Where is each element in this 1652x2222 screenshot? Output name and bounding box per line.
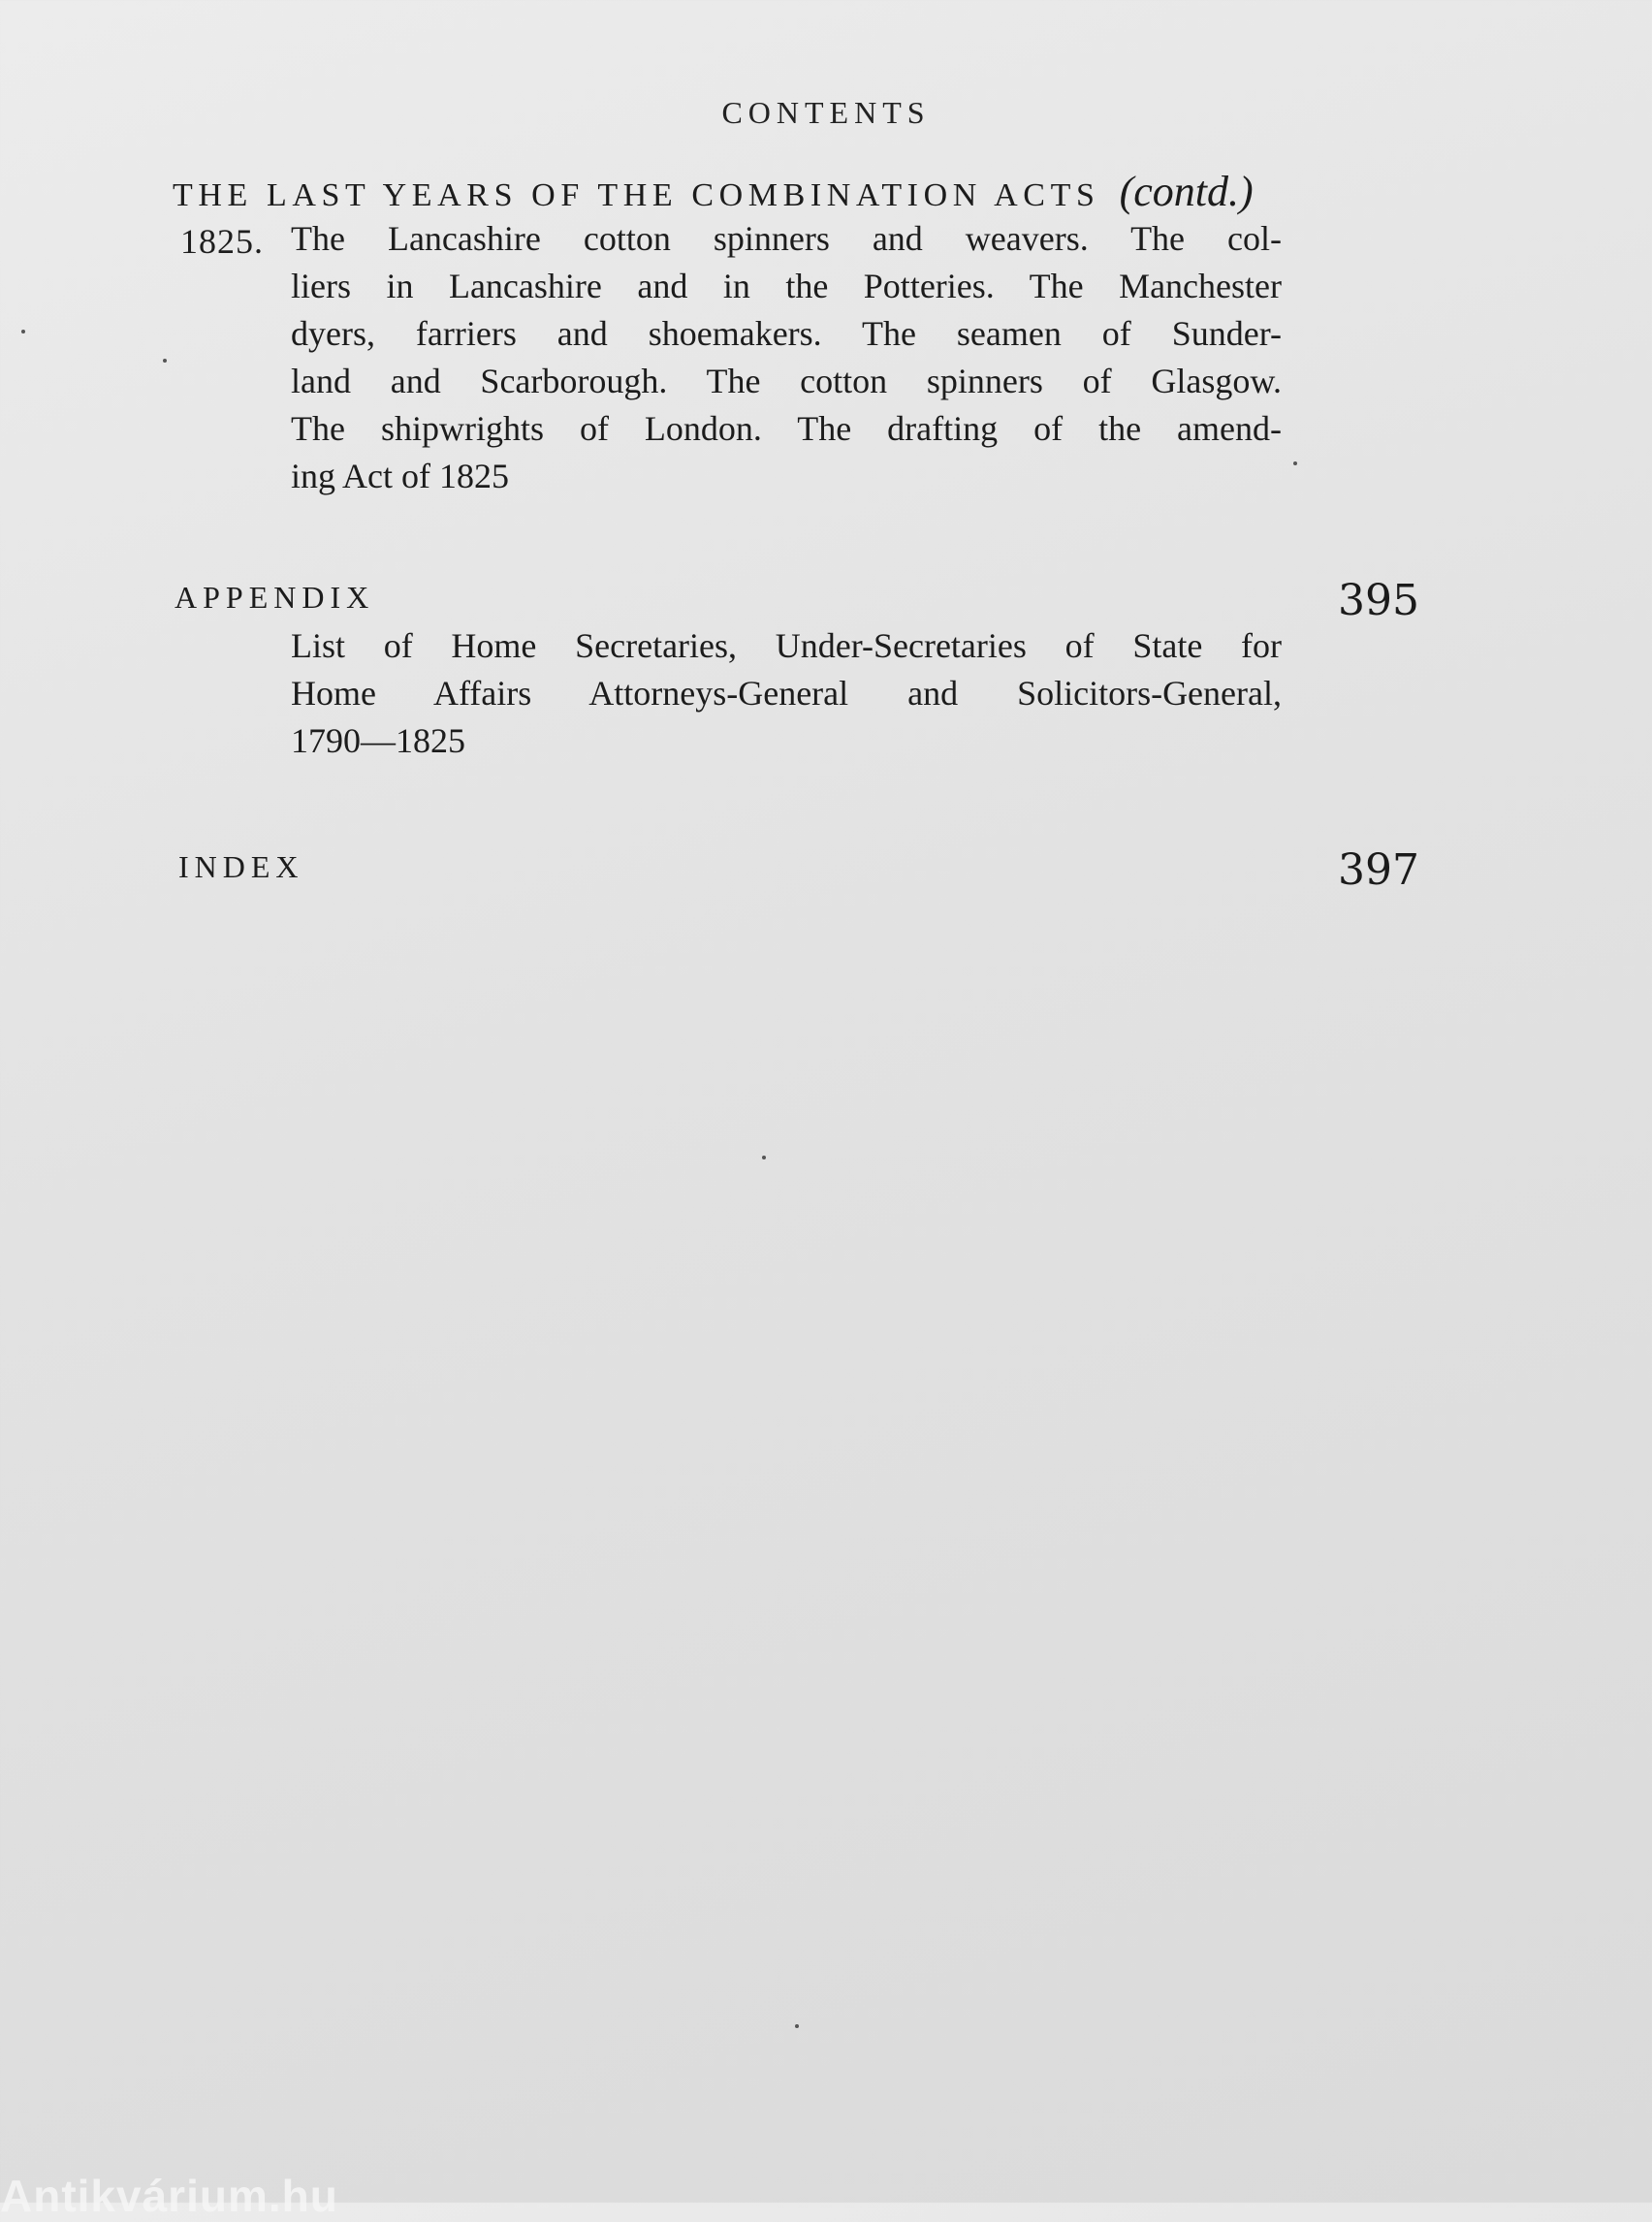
paper-speck <box>21 330 25 333</box>
chapter-title <box>173 167 1452 216</box>
chapter-title-text: THE LAST YEARS OF THE COMBINATION ACTS <box>173 177 1100 213</box>
chapter-summary-line: The shipwrights of London. The drafting of the amend- <box>291 409 1282 448</box>
index-label: INDEX <box>178 849 304 884</box>
chapter-year: 1825. <box>180 222 264 261</box>
index-page-number: 397 <box>1338 845 1419 895</box>
chapter-summary-line: liers in Lancashire and in the Potteries. The Manchester <box>291 267 1282 305</box>
appendix-description-line: Home Affairs Attorneys-General and Solicitors-General, <box>291 674 1282 713</box>
paper-speck <box>762 1156 766 1159</box>
watermark: Antikvárium.hu <box>0 2171 338 2221</box>
chapter-contd: (contd.) <box>1119 168 1254 215</box>
chapter-summary-line: dyers, farriers and shoemakers. The seamen of Sunder- <box>291 314 1282 353</box>
appendix-page-number: 395 <box>1338 576 1419 625</box>
running-head: CONTENTS <box>721 95 931 130</box>
chapter-summary-line: The Lancashire cotton spinners and weavers. The col- <box>291 219 1282 258</box>
chapter-summary <box>291 215 1282 500</box>
appendix-label: APPENDIX <box>175 580 375 615</box>
appendix-description <box>291 622 1282 765</box>
paper-speck <box>163 359 167 363</box>
paper-speck <box>795 2024 799 2028</box>
chapter-summary-line: ing Act of 1825 <box>291 457 509 495</box>
chapter-summary-line: land and Scarborough. The cotton spinners of Glasgow. <box>291 362 1282 400</box>
appendix-description-line: List of Home Secretaries, Under-Secretaries of State for <box>291 626 1282 665</box>
appendix-description-line: 1790—1825 <box>291 721 465 760</box>
paper-speck <box>1293 461 1297 465</box>
